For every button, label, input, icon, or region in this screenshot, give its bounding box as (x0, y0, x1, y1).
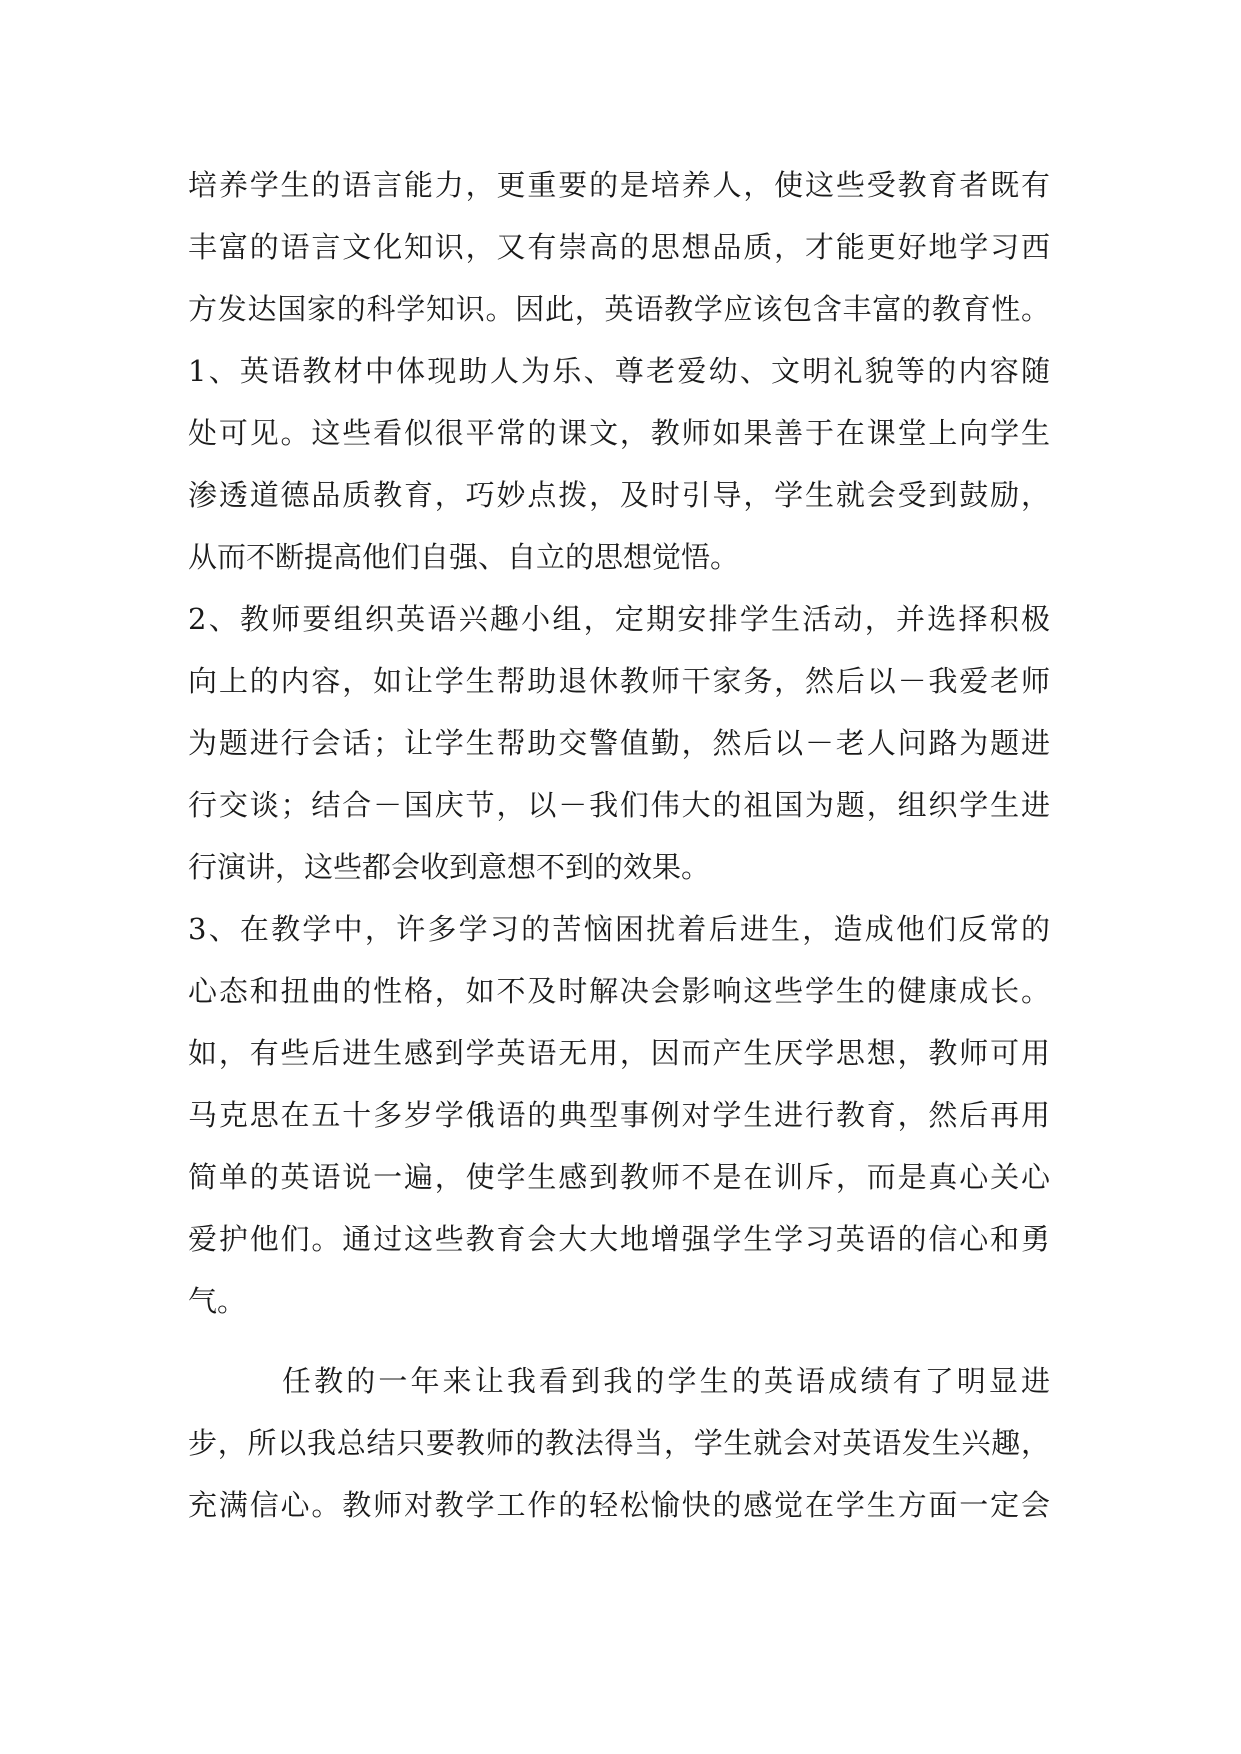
text-line: 气。 (188, 1284, 247, 1318)
paragraph-point-3 (188, 898, 1050, 1332)
paragraph-conclusion (188, 1350, 1050, 1536)
text-line: 爱护他们。通过这些教育会大大地增强学生学习英语的信心和勇 (188, 1222, 1050, 1256)
text-line: 心态和扭曲的性格，如不及时解决会影响这些学生的健康成长。 (188, 974, 1050, 1008)
text-line: 1、英语教材中体现助人为乐、尊老爱幼、文明礼貌等的内容随 (188, 354, 1050, 388)
text-line: 马克思在五十多岁学俄语的典型事例对学生进行教育，然后再用 (188, 1098, 1050, 1132)
paragraph-intro (188, 154, 1050, 340)
text-line: 渗透道德品质教育，巧妙点拨，及时引导，学生就会受到鼓励， (188, 478, 1050, 512)
text-line: 3、在教学中，许多学习的苦恼困扰着后进生，造成他们反常的 (188, 912, 1050, 946)
text-line: 简单的英语说一遍，使学生感到教师不是在训斥，而是真心关心 (188, 1160, 1050, 1194)
text-line: 方发达国家的科学知识。因此，英语教学应该包含丰富的教育性。 (188, 292, 1050, 326)
text-line: 任教的一年来让我看到我的学生的英语成绩有了明显进 (282, 1364, 1050, 1398)
text-line: 步，所以我总结只要教师的教法得当，学生就会对英语发生兴趣， (188, 1426, 1050, 1460)
text-line: 行演讲，这些都会收到意想不到的效果。 (188, 850, 711, 884)
body-text (188, 154, 1050, 1536)
text-line: 丰富的语言文化知识，又有崇高的思想品质，才能更好地学习西 (188, 230, 1050, 264)
text-line: 为题进行会话；让学生帮助交警值勤，然后以－老人问路为题进 (188, 726, 1050, 760)
text-line: 如，有些后进生感到学英语无用，因而产生厌学思想，教师可用 (188, 1036, 1050, 1070)
paragraph-point-2 (188, 588, 1050, 898)
paragraph-point-1 (188, 340, 1050, 588)
text-line: 充满信心。教师对教学工作的轻松愉快的感觉在学生方面一定会 (188, 1488, 1050, 1522)
text-line: 处可见。这些看似很平常的课文，教师如果善于在课堂上向学生 (188, 416, 1050, 450)
text-line: 2、教师要组织英语兴趣小组，定期安排学生活动，并选择积极 (188, 602, 1050, 636)
paragraph-spacer (188, 1332, 1050, 1350)
text-line: 从而不断提高他们自强、自立的思想觉悟。 (188, 540, 740, 574)
text-line: 行交谈；结合－国庆节，以－我们伟大的祖国为题，组织学生进 (188, 788, 1050, 822)
text-line: 向上的内容，如让学生帮助退休教师干家务，然后以－我爱老师 (188, 664, 1050, 698)
text-line: 培养学生的语言能力，更重要的是培养人，使这些受教育者既有 (188, 168, 1050, 202)
